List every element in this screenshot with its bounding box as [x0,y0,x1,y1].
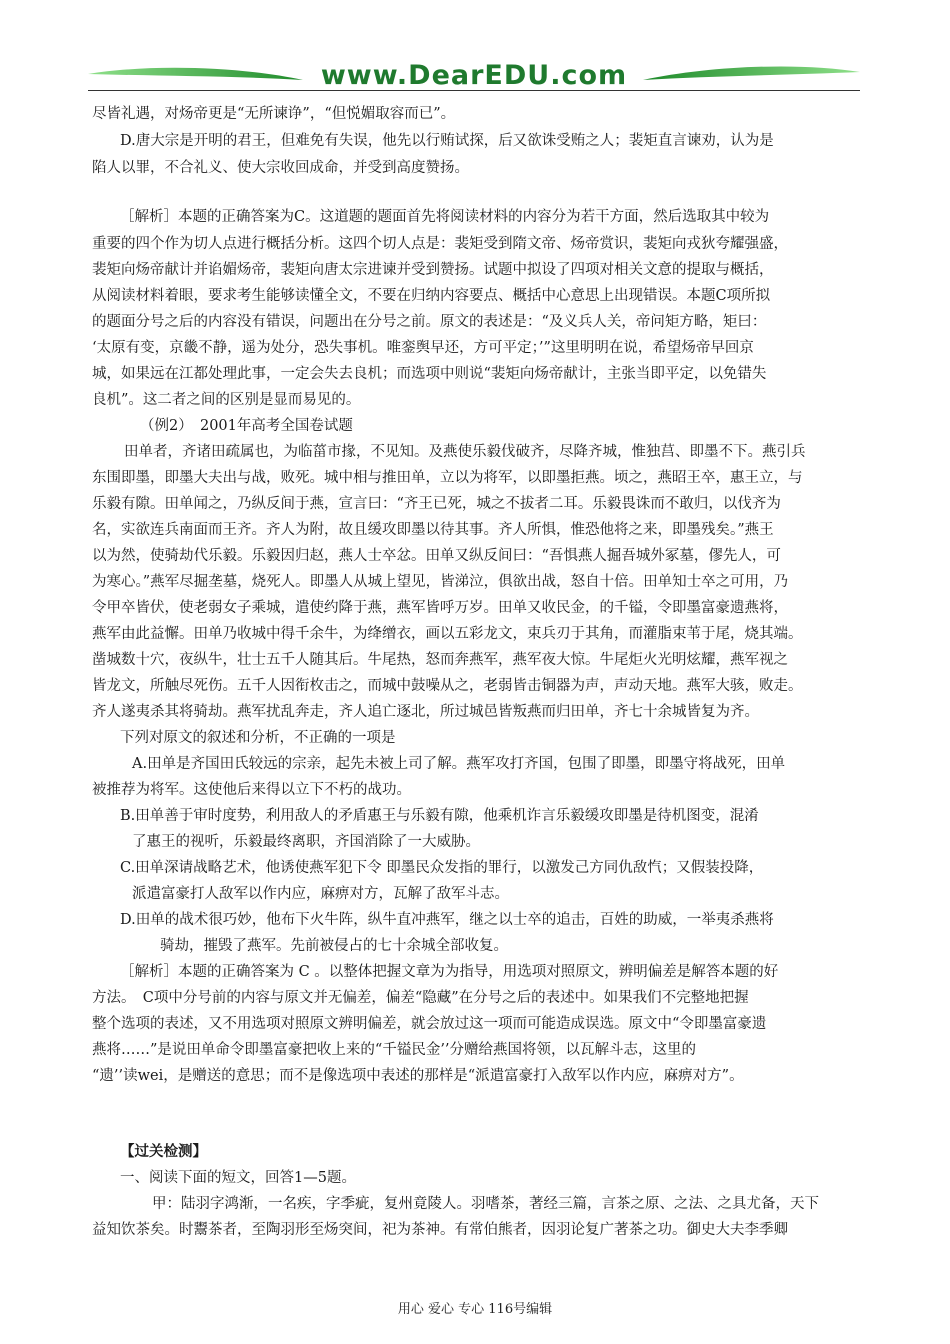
text-line: 骑劫，摧毁了燕军。先前被侵占的七十余城全部收复。 [160,938,508,954]
text-line: 燕军由此益懈。田单乃收城中得千余牛，为绛缯衣，画以五彩龙文，束兵刃于其角，而灌脂束苇于尾，烧其端。 [92,626,803,642]
text-line: 良机”。这二者之间的区别是显而易见的。 [92,392,361,408]
text-line: D.田单的战术很巧妙，他布下火牛阵，纵牛直冲燕军，继之以士卒的追击，百姓的助威，一举夷杀燕将 [120,912,774,928]
text-line: ［解析］本题的正确答案为 C 。以整体把握文章为为指导，用选项对照原文，辨明偏差是解答本题的好 [120,964,779,980]
text-line: 益知饮茶矣。时鬻茶者，至陶羽形至炀突间，祀为茶神。有常伯熊者，因羽论复广著茶之功。御史大夫李季卿 [92,1222,788,1238]
text-line: 齐人遂夷杀其将骑劫。燕军扰乱奔走，齐人追亡逐北，所过城邑皆叛燕而归田单，齐七十余城皆复为齐。 [92,704,759,720]
page-footer: 用心 爱心 专心 116号编辑 [397,1302,553,1317]
text-line: 尽皆礼遇，对炀帝更是“无所谏诤”，“但悦媚取容而已”。 [92,106,456,122]
text-line: 一、阅读下面的短文，回答1—5题。 [120,1170,356,1186]
text-line: 方法。 C项中分号前的内容与原文并无偏差，偏差“隐藏”在分号之后的表述中。如果我们不完整地把握 [92,990,749,1006]
text-line: 令甲卒皆伏，使老弱女子乘城，遣使约降于燕，燕军皆呼万岁。田单又收民金，的千镒，令即墨富豪遗燕将， [92,600,788,616]
text-line: 下列对原文的叙述和分析，不正确的一项是 [120,730,396,746]
site-header [88,56,860,100]
text-line: A.田单是齐国田氏较远的宗亲，起先未被上司了解。燕军攻打齐国，包围了即墨，即墨守将战死，田单 [132,756,786,772]
text-line: 为寒心。”燕军尽掘垄墓，烧死人。即墨人从城上望见，皆涕泣，俱欲出战，怒自十倍。田单知士卒之可用，乃 [92,574,789,590]
text-line: 整个选项的表述，又不用选项对照原文辨明偏差，就会放过这一项而可能造成误选。原文中“令即墨富豪遗 [92,1016,767,1032]
text-line: 的题面分号之后的内容没有错误，问题出在分号之前。原文的表述是：“及义兵人关，帝问矩方略，矩曰： [92,314,767,330]
text-line: 以为然，使骑劫代乐毅。乐毅因归赵，燕人士卒忿。田单又纵反间曰：“吾惧燕人掘吾城外冢墓，僇先人，可 [92,548,781,564]
text-line: 甲：陆羽字鸿渐，一名疾，字季疵，复州竟陵人。羽嗜茶，著经三篇，言茶之原、之法、之具尤备，天下 [152,1196,819,1212]
text-line: 凿城数十穴，夜纵牛，壮士五千人随其后。牛尾热，怒而奔燕军，燕军夜大惊。牛尾炬火光明炫耀，燕军视之 [92,652,788,668]
header-rule [88,90,860,91]
text-line: B.田单善于审时度势，利用敌人的矛盾惠王与乐毅有隙，他乘机诈言乐毅缓攻即墨是待机图变，混淆 [120,808,759,824]
text-line: 从阅读材料着眼，要求考生能够读懂全文，不要在归纳内容要点、概括中心意思上出现错误。本题C项所拟 [92,288,771,304]
text-line: C.田单深请战略艺术，他诱使燕军犯下令 即墨民众发指的罪行，以激发己方同仇敌忾；又假装投降， [120,860,764,876]
text-line: 东围即墨，即墨大夫出与战，败死。城中相与推田单，立以为将军，以即墨拒燕。顷之，燕昭王卒，惠王立，与 [92,470,803,486]
text-line: 被推荐为将军。这使他后来得以立下不朽的战功。 [92,782,411,798]
text-line: ［解析］本题的正确答案为C。这道题的题面首先将阅读材料的内容分为若干方面，然后选取其中较为 [120,209,770,225]
text-line: 了惠王的视听，乐毅最终离职，齐国消除了一大威胁。 [132,834,480,850]
text-line: （例2） 2001年高考全国卷试题 [140,418,353,434]
text-line: 城，如果远在江都处理此事，一定会失去良机；而选项中则说“裴矩向炀帝献计，主张当即平定，以免错失 [92,366,767,382]
text-line: 皆龙文，所触尽死伤。五千人因衔枚击之，而城中鼓噪从之，老弱皆击铜器为声，声动天地。燕军大骇，败走。 [92,678,803,694]
text-line: 重要的四个作为切人点进行概括分析。这四个切人点是：裴矩受到隋文帝、炀帝赏识，裴矩向戎狄夸耀强盛， [92,236,788,252]
section-heading: 【过关检测】 [120,1143,207,1160]
text-line: 田单者，齐诸田疏属也，为临菑市掾，不见知。及燕使乐毅伐破齐，尽降齐城，惟独莒、即墨不下。燕引兵 [124,444,806,460]
text-line: “遗’’读wei，是赠送的意思；而不是像选项中表述的那样是“派遣富豪打入敌军以作内应，麻痹对方”。 [92,1068,744,1084]
text-line: 乐毅有隙。田单闻之，乃纵反间于燕，宣言曰：“齐王已死，城之不拔者二耳。乐毅畏诛而不敢归，以伐齐为 [92,496,781,512]
text-line: ‘太原有变，京畿不静，遥为处分，恐失事机。唯銮舆早还，方可平定；’”这里明明在说，希望炀帝早回京 [92,340,754,356]
text-line: 名，实欲连兵南面而王齐。齐人为附，故且缓攻即墨以待其事。齐人所惧，惟恐他将之来，即墨残矣。”燕王 [92,522,774,538]
text-line: 燕将……”是说田单命令即墨富豪把收上来的“千镒民金’’分赠给燕国将领，以瓦解斗志，这里的 [92,1042,697,1058]
text-line: 裴矩向炀帝献计并谄媚炀帝，裴矩向唐太宗进谏并受到赞扬。试题中拟设了四项对相关文意的提取与概括， [92,262,774,278]
text-line: 派遣富豪打人敌军以作内应，麻痹对方，瓦解了敌军斗志。 [132,886,509,902]
site-logo[interactable]: www.DearEDU.com [320,60,628,91]
text-line: D.唐大宗是开明的君王，但难免有失误，他先以行贿试探，后又欲诛受贿之人；裴矩直言谏劝，认为是 [120,133,774,149]
text-line: 陷人以罪，不合礼义、使大宗收回成命，并受到高度赞扬。 [92,160,469,176]
